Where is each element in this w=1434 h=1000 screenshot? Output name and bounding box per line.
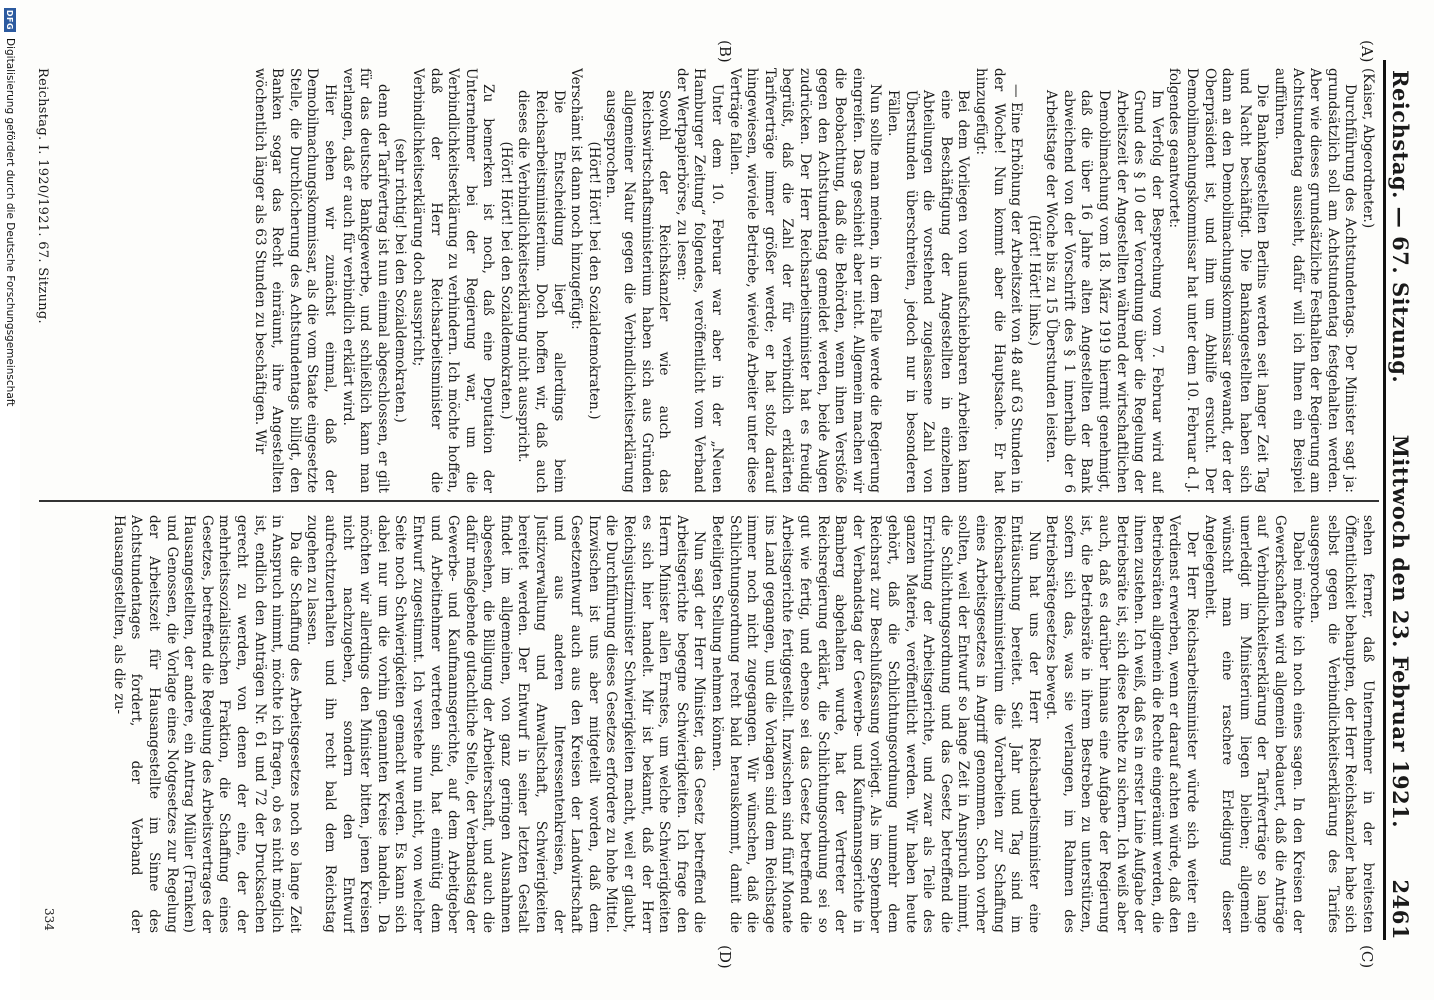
paragraph: (Hört! Hört! links.): [1025, 214, 1042, 347]
paragraph: Nun sollte man meinen, in dem Falle werde die Regierung eingreifen. Das geschieht aber nicht. Allgemein machen wir die Beobachtung, daß die Behörden, wenn ihnen Verstöße gegen den Achtstundentag gemeldet werden, beide Augen zudrücken. Der Herr Reichsarbeitsminister hat es freudig begrüßt, daß die Zahl der für verbindlich erklärten Tarifverträge immer größer werde; er hat stolz darauf hingewiesen, wieviele Betriebe, wieviele Arbeiter unter diese Verträge fallen.: [726, 68, 884, 493]
paragraph: Unter dem 10. Februar war aber in der „Neuen Hamburger Zeitung“ folgendes, veröffentlicht vom Verband der Wertpapierbörse, zu lesen:: [673, 68, 726, 493]
digitization-note: Digitalisierung gefördert durch die Deutsche Forschungsgemeinschaft: [4, 38, 16, 407]
right-column: [41, 515, 1376, 933]
header-rule: [1383, 60, 1386, 940]
paragraph: (sehr richtig! bei den Sozialdemokraten.): [392, 138, 409, 423]
paragraph: Die Bankangestellten Berlins werden seit langer Zeit Tag und Nacht beschäftigt. Die Bankangestellten haben sich dann an den Demobilmachungskommissar gewandt, der der Oberpräsident ist, und ihm um Abhilfe ersucht. Der Demobilmachungskommissar hat unter dem 10. Februar d. J. folgendes geantwortet:: [1166, 68, 1271, 493]
running-head: [1388, 70, 1434, 940]
paragraph: (Kaiser, Abgeordneter.): [1360, 68, 1376, 229]
column-divider: [39, 500, 1379, 502]
paragraph: Nun sagt der Herr Minister, das Gesetz betreffend die Arbeitsgerichte begegne Schwierigkeiten. Ich frage den Herrn Minister allen Ernstes, um welche Schwierigkeiten es sich hier handelt. Mir ist bekannt, daß der Herr Reichsjustizminister Schwierigkeiten macht, weil er glaubt, die Durchführung dieses Gesetzes erfordere zu hohe Mittel. Inzwischen ist uns aber mitgeteilt worden, daß dem Gesetzentwurf auch aus den Kreisen der Landwirtschaft und aus anderen Interessentenkreisen, der Justizverwaltung und Anwaltschaft, Schwierigkeiten bereitet werden. Der Entwurf in seiner letzten Gestalt findet im allgemeinen, von ganz geringen Ausnahmen abgesehen, die Billigung der Arbeiterschaft, und auch die dafür maßgebende gutachtliche Stelle, der Verbandstag der Gewerbe- und Kaufmannsgerichte, auf dem Arbeitgeber und Arbeitnehmer vertreten sind, hat einmütig dem Entwurf zugestimmt. Ich verstehe nun nicht, von welcher Seite noch Schwierigkeiten gemacht werden. Es kann sich dabei nur um die vorhin genannten Kreise handeln. Da möchten wir allerdings den Minister bitten, jenen Kreisen nicht nachzugeben, sondern den Entwurf aufrechtzuerhalten und ihn recht bald dem Reichstag zugehen zu lassen.: [304, 515, 708, 933]
footer-citation: Reichstag. I. 1920/1921. 67. Sitzung.: [35, 68, 50, 324]
paragraph: (Hört! Hört! bei den Sozialdemokraten.): [585, 141, 602, 420]
footer-page-number: 334: [42, 908, 56, 931]
margin-marker-d: (D): [716, 945, 734, 969]
digitization-strip: [0, 0, 20, 1000]
paragraph: Verschämt ist dann noch hinzugefügt:: [568, 68, 585, 330]
paragraph: — Eine Erhöhung der Arbeitszeit von 48 auf 63 Stunden in der Woche! Nun kommt aber die Hauptsache. Er hat hinzugefügt:: [972, 68, 1025, 493]
paragraph: Die Entscheidung liegt allerdings beim Reichsarbeitsministerium. Doch hoffen wir, daß auch dieses die Verbindlichkeitserklärung nicht ausspricht.: [515, 90, 567, 493]
header-page-number: 2461: [1388, 879, 1413, 940]
paragraph: Bei dem Vorliegen von unaufschiebbaren Arbeiten kann eine Beschäftigung der Angestellten in einzelnen Abteilungen die vorstehend zugelassene Zahl von Überstunden überschreiten, jedoch nur in besonderen Fällen.: [884, 90, 972, 493]
left-column: [41, 68, 1376, 493]
margin-marker-a: (A): [1358, 40, 1376, 63]
paragraph: sehen ferner, daß Unternehmer in der breitesten Öffentlichkeit behaupten, der Herr Reichskanzler habe sich selbst gegen die Verbindlichkeitserklärung des Tarifes ausgesprochen.: [1307, 515, 1376, 933]
paragraph: Im Verfolg der Besprechung vom 7. Februar wird auf Grund des § 10 der Verordnung über die Regelung der Arbeitszeit der Angestellten während der wirtschaftlichen Demobilmachung vom 18. März 1919 hiermit genehmigt, daß die über 16 Jahre alten Angestellten der Bank abweichend von der Vorschrift des § 1 innerhalb der 6 Arbeitstage der Woche bis zu 15 Überstunden leisten.: [1043, 90, 1165, 493]
paragraph: Durchführung des Achtstundentags. Der Minister sagt ja: grundsätzlich soll am Achtstundentag festgehalten werden. Aber wie dieses grundsätzliche Festhalten der Regierung am Achtstundentag aussieht, dafür will ich Ihnen ein Beispiel aufführen.: [1272, 68, 1359, 493]
margin-marker-c: (C): [1358, 945, 1376, 969]
paragraph: Sowohl der Reichskanzler wie auch das Reichswirtschaftsministerium haben sich aus Gründen allgemeiner Natur gegen die Verbindlichkeitserklärung ausgesprochen.: [603, 90, 673, 493]
paragraph: (Hört! Hört! bei den Sozialdemokraten.): [497, 141, 514, 420]
dfg-logo-icon: DFG: [5, 9, 15, 31]
paragraph: Der Herr Reichsarbeitsminister würde sich weiter ein Verdienst erwerben, wenn er darauf achten würde, daß den Betriebsräten allgemein die Rechte eingeräumt werden, die ihnen zustehen. Ich weiß, daß es in erster Linie Aufgabe der Betriebsräte ist, sich diese Rechte zu sichern. Ich weiß aber auch, daß es darüber hinaus eine Aufgabe der Regierung ist, die Betriebsräte in ihrem Bestreben zu unterstützen, sofern sich das, was sie verlangen, im Rahmen des Betriebsrätegesetzes bewegt.: [1043, 515, 1201, 933]
paragraph: Dabei möchte ich noch eines sagen. In den Kreisen der Gewerkschaften wird allgemein bedauert, daß die Anträge auf Verbindlichkeitserklärung der Tarifverträge so lange unerledigt im Ministerium liegen bleiben; allgemein wünscht man eine raschere Erledigung dieser Angelegenheit.: [1201, 515, 1306, 933]
paragraph: Hier sehen wir zunächst einmal, daß der Demobilmachungskommissar, als die vom Staate eingesetzte Stelle, die Durchlöcherung des Achtstundentags billigt, den Banken sogar das Recht einräumt, ihre Angestellten wöchentlich länger als 63 Stunden zu beschäftigen. Wir: [251, 68, 338, 493]
paragraph: Da die Schaffung des Arbeitsgesetzes noch so lange Zeit in Anspruch nimmt, möchte ich fragen, ob es nicht möglich ist, endlich den Anträgen Nr. 61 und 72 der Drucksachen gerecht zu werden, von denen der eine, der der mehrheitssozialistischen Fraktion, die Schaffung eines Gesetzes, betreffend die Regelung des Arbeitsvertrages der Hausangestellten, der andere, ein Antrag Müller (Franken) und Genossen, die Vorlage eines Notgesetzes zur Regelung der Arbeitszeit für Hausangestellte im Sinne des Achtstundentages fordert, der Verband der Hausangestellten, als die zu-: [110, 515, 303, 933]
header-center: Mittwoch den 23. Februar 1921.: [1388, 434, 1413, 829]
paragraph: Nun hat uns der Herr Reichsarbeitsminister eine Enttäuschung bereitet. Seit Jahr und Tag sind im Reichsarbeitsministerium die Vorarbeiten zur Schaffung eines Arbeitsgesetzes in Angriff genommen. Schon vorher sollten, weil der Entwurf so lange Zeit in Anspruch nimmt, die Schlichtungsordnung und das Gesetz betreffend die Errichtung der Arbeitsgerichte, und zwar als Teile des ganzen Materie, veröffentlicht werden. Wir haben heute gehört, daß die Schlichtungsordnung nunmehr dem Reichsrat zur Beschlußfassung vorliegt. Als im September der Verbandstag der Gewerbe- und Kaufmannsgerichte in Bamberg abgehalten wurde, hat der Vertreter der Reichsregierung erklärt, die Schlichtungsordnung sei so gut wie fertig, und ebenso sei das Gesetz betreffend die Arbeitsgerichte fertiggestellt. Inzwischen sind fünf Monate ins Land gegangen, und die Vorlagen sind dem Reichstage immer noch nicht zugegangen. Wir wünschen, daß die Schlichtungsordnung recht bald herauskommt, damit die Beteiligten Stellung nehmen können.: [709, 515, 1042, 933]
paragraph: Zu bemerken ist noch, daß eine Deputation der Unternehmer bei der Regierung war, um die Verbindlichkeitserklärung zu verhindern. Ich möchte hoffen, daß der Herr Reichsarbeitsminister die Verbindlichkeitserklärung doch ausspricht;: [409, 68, 497, 493]
header-left: Reichstag. — 67. Sitzung.: [1388, 70, 1413, 384]
margin-marker-b: (B): [716, 40, 734, 63]
paragraph: denn der Tarifvertrag ist nun einmal abgeschlossen, er gilt für das deutsche Bankgewerbe, und schließlich kann man verlangen, daß er auch für verbindlich erklärt wird.: [339, 68, 391, 493]
